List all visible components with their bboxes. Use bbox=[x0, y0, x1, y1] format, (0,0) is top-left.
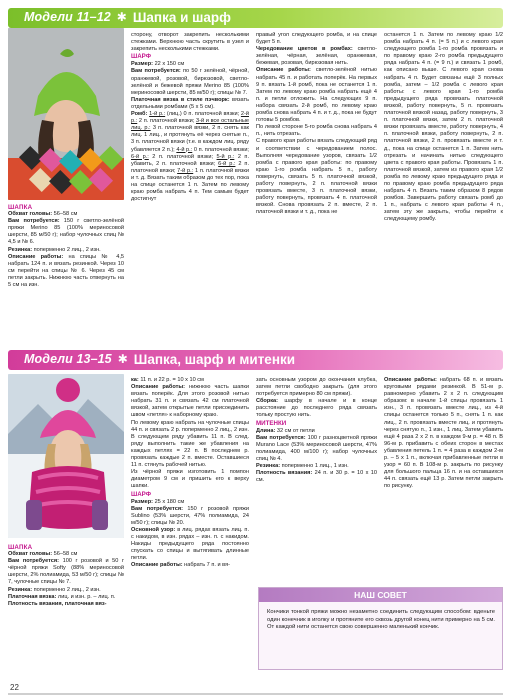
column-hat-1 bbox=[8, 204, 124, 300]
paragraph: ШАРФ bbox=[131, 53, 152, 61]
paragraph: Длина: 32 см от петли bbox=[256, 427, 315, 434]
paragraph: Вам потребуется: 100 г разноцветной пряжи Murano Lace (53% мериносовой шерсти, 47% полиамида, 400 м/100 г); набор чулочных спиц № 4. bbox=[256, 434, 377, 463]
column-scarf-1 bbox=[131, 32, 249, 302]
hat-heading: ШАПКА bbox=[8, 544, 33, 551]
section-title: Модели 13–15 bbox=[24, 352, 112, 367]
advice-title: НАШ СОВЕТ bbox=[259, 588, 502, 602]
paragraph: останется 1 п. Затем по левому краю 1/2 ромба набрать 4 п. (= 5 п.) и с левого края следующего ромба 1-го ромба провязать и по правому краю 2-го ромба предыдущего ряда набрать 4 п. (= 9 п.) и связать 1 ромб, как описано выше. С левого края снова набрать 4 п. Будет связаны ещё 3 полных ромба, затем – 1/2 ромба с левого края работы: с левого края 1-го ромба предыдущего ряда провязать платочной вязкой, работу повернуть, 5 п. провязать платочной вязкой назад, работу повернуть, 3 п. платочной вязки, затем 2 п. платочной вязки провязать вместе, работу повернуть, 4 п. платочной вязки, работу повернуть, 2 п. платочной вязки, 2 п. провязать вместе и т. д., пока на спице останется 1 п. Затем нить отрезать и начинать нитью следующего цвета с правого края работы. Провязать 1 п. платочной вязкой, затем из правого края 1/2 ромба по левому краю предыдущего ряда и по правому краю ромба предыдущего ряда набрать 4 п. Вязать таким образом 8 рядов ромбов. Завершить работу связать ромб до 1 п., набрать с левого края работы 4 п., затем эту же закрыть, чтобы перейти к следующему ромбу. bbox=[384, 32, 503, 223]
paragraph: По левой стороне 5-го ромба снова набрать 4 п., нить отрезать. bbox=[256, 124, 377, 138]
paragraph: сторону, отворот закрепить несколькими стежками. Верхнюю часть скрутить в узел и закрепить несколькими стежками. bbox=[131, 32, 249, 53]
paragraph: По левому краю набрать на чулочные спицы 44 п. и связать 2 р. поперменно 2 лиц., 2 изн. В следующем ряду убавить 11 п. В след. ряду выполнить такие же убавления на каждых петлях = 22 п. В последнем р. провязать каждые 2 п. вместе. Оставшиеся 11 п. стянуть рабочей нитью. bbox=[131, 419, 249, 469]
paragraph: Из чёрной пряжи изготовить 1 помпон диаметром 9 см и пришить его к верху шапки. bbox=[131, 469, 249, 490]
star-icon: ✱ bbox=[116, 10, 127, 25]
section-header-models-11-12 bbox=[8, 8, 503, 28]
advice-box bbox=[258, 587, 503, 670]
column-scarf-2 bbox=[131, 377, 249, 679]
paragraph: правый угол следующего ромба, и на спице будет 5 п. bbox=[256, 32, 377, 46]
paragraph: Размер: 22 х 150 см bbox=[131, 61, 185, 68]
column-mittens-description bbox=[384, 377, 503, 582]
paragraph: Размер: 25 х 180 см bbox=[131, 498, 185, 505]
paragraph: Сборка: шарфу в начале и в конце расстояние до последнего ряда связать тольку простую нить. bbox=[256, 398, 377, 419]
paragraph: Описание работы: нижнюю часть шапки вязать поперёк. Для этого розовой нитью набрать 31 п. и связать 42 см платочной вязкой, затем открытые петли присоединить швом «петля» к наборному краю. bbox=[131, 384, 249, 419]
paragraph: Вам потребуется: 100 г розовой и 50 г чёрной пряжи Softy (88% мериносовой шерсти, 2% полиамида, 53 м/50 г); спицы № 7, чулочные спицы № 7. bbox=[8, 558, 124, 586]
section-header-models-13-15 bbox=[8, 350, 503, 370]
column-hat-2 bbox=[8, 544, 124, 679]
hat-heading: ШАПКА bbox=[8, 204, 33, 211]
paragraph: Чередование цветов в ромбах: светло-зелёная, чёрная, зелёная, оранжевая, бежевая, розовая, бирюзовая нить. bbox=[256, 46, 377, 67]
paragraph: С правого края работы вязать следующий ряд и соответствии с чередованием полос. Выполняя чередование узоров, связать 1/2 ромба с правого края работы: по правому краю 1-го ромба набрать 5 п., работу повернуть, связать 5 п. платочной вязкой, работу повернуть, 2 п. платочной вязки провязать вместе, 3 п. платочной вязки, работу повернуть, провязать 4 п. платочной вязкой. Снова провязать 2 п. вместе, 2 п. платочной вязки и т. д., пока не bbox=[256, 138, 377, 216]
paragraph: Обхват головы: 56–58 см bbox=[8, 211, 78, 218]
paragraph: Ромб: 1-й р.: (лиц.) 0 п. платочной вязки; 2-й р.: 2 п. платочной вязки; 3-й и все остальные лиц. р.: 3 п. платочной вязки, 2 п. снять как лиц. 1 лиц., и протянуть её через снятые п., 3 п. платочной вязки (т.е. в каждом лиц. ряду убавляется 2 п.); 4-й р.: 0 п. платочной вязки; 6-й р.: 2 п. платочной вязки; 5-й р.: 2 п. убавить, 2 п. платочной вязки; 6-й р.: 2 п. платочной вязки; 7-й р.: 1 п. платочной вязки и т. д. Вязать таким образом до тех пор, пока на спице останется 1 п. Затем по левому краю ромба набрать 4 п. Тем самым будет достигнут bbox=[131, 111, 249, 203]
column-description-2 bbox=[384, 32, 503, 302]
paragraph: Платочная вязка: лиц. и изн. р. – лиц. п. bbox=[8, 593, 116, 600]
star-icon: ✱ bbox=[117, 352, 128, 367]
paragraph: ка: 11 п. и 22 р. = 10 х 10 см bbox=[131, 377, 204, 383]
paragraph: Вам потребуется: по 50 г зелёной, чёрной, оранжевой, розовой, бирюзовой, светло-зелёной и бежевой пряжи Merino 85 (100% мериносовой шерсти, 85 м/50 г); спицы № 7. bbox=[131, 68, 249, 96]
advice-text: Кончики тонкой пряжи можно незаметно соединить следующим способом: вденьте один конечник в иголку и протяните его сквозь другой конец нити примерно на 5 см. От каждой нити останется свою совершенно маленький кончик. bbox=[267, 609, 495, 631]
paragraph: Описание работы: набрать 68 п. и вязать круговыми рядами резинкой. В 51-м р. равномерно убавить 2 х 2 п. следующим образом: в начале 1-й спицы провязать 1 изн., 3 п. провязать вместе лиц., из 4-й спицы останется только 5 п., снять 1 п. как лиц., 2 п. провязать вместе лиц. и протянуть через снятую п., 1 изн., 1 лиц. Затем убавить ещё 4 раза 2 х 2 п. в каждом 9-м р. = 48 п. В 96-м р. прибавить с обеих сторон в местах убавления петель 1 п. = 4 раза в каждом 2-м р. – 5 х 1 п., включая прибавленные петли в узор = 60 п. В 108-м р. закрыть по рисунку для большого пальца 16 п. и на оставшихся 44 п. связать ещё 13 р. Затем петли закрыть по рисунку. bbox=[384, 377, 503, 490]
photo-hat-scarf-mittens bbox=[8, 374, 124, 538]
footer-rule bbox=[8, 693, 503, 695]
section-subtitle: Шапка и шарф bbox=[132, 10, 231, 26]
paragraph: ШАРФ bbox=[131, 490, 152, 498]
paragraph: Описание работы: светло-зелёной нитью набрать 45 п. и работать поперёк. На первых 9 п. вязать 1-й ромб, пока не останется 1 п. Затем по левому краю ромба набрать ещё 4 п. и петли отложить. На следующих 9 п. набора связать 2-й ромб, по левому краю ромба снова набрать 4 п. и т. д., пока не будут готовы 5 ромбов. bbox=[256, 67, 377, 124]
paragraph: Обхват головы: 56–58 см bbox=[8, 551, 78, 558]
paragraph: Резинка: поперменно 1 лиц., 1 изн. bbox=[256, 463, 349, 470]
column-mittens bbox=[256, 377, 377, 582]
paragraph: Вам потребуется: 150 г светло-зелёной пряжи Merino 85 (100% мериносовой шерсти, 85 м/50 г); набор чулочных спиц № 4,5 и № 6. bbox=[8, 218, 124, 246]
paragraph: Основной узор: в лиц. рядах вязать лиц. п. с накидом, в изн. рядах – изн. п. с накидом. Накиды предыдущего ряда постоянно спускать со спицы и вытягивать длинные петли. bbox=[131, 526, 249, 562]
paragraph: Плотность вязания, платочная вяз- bbox=[8, 600, 107, 607]
page-number: 22 bbox=[10, 683, 19, 692]
paragraph: МИТЕНКИ bbox=[256, 419, 287, 427]
paragraph: Резинка: поперменно 2 лиц., 2 изн. bbox=[8, 246, 101, 253]
column-description-1 bbox=[256, 32, 377, 302]
section-title: Модели 11–12 bbox=[24, 10, 111, 25]
paragraph: Описание работы: на спицы № 4,5 набрать 124 п. и вязать резинкой. Через 10 см перейти на спицы № 6. Через 45 см петли закрыть. Нижнюю часть отвернуть на 5 см на изн. bbox=[8, 253, 124, 289]
paragraph: Резинка: поперменно 2 лиц., 2 изн. bbox=[8, 586, 101, 593]
paragraph: Платочная вязка в стиле пэчворк: вязать отдельными ромбами (5 х 5 см). bbox=[131, 96, 249, 110]
photo-hat-and-scarf bbox=[8, 28, 124, 200]
paragraph: Вам потребуется: 150 г розовой пряжи Sublino (53% шерсти, 47% полиамида, 24 м/50 г); спицы № 20. bbox=[131, 505, 249, 526]
section-subtitle: Шапка, шарф и митенки bbox=[133, 352, 296, 368]
paragraph: зать основным узором до окончания клубка, затем петли свободно закрыть (для этого потребуется примерно 80 см пряжи). bbox=[256, 377, 377, 398]
paragraph: Плотность вязания: 24 п. и 30 р. = 10 х 10 см. bbox=[256, 470, 377, 484]
paragraph: Описание работы: набрать 7 п. и вя- bbox=[131, 562, 230, 569]
